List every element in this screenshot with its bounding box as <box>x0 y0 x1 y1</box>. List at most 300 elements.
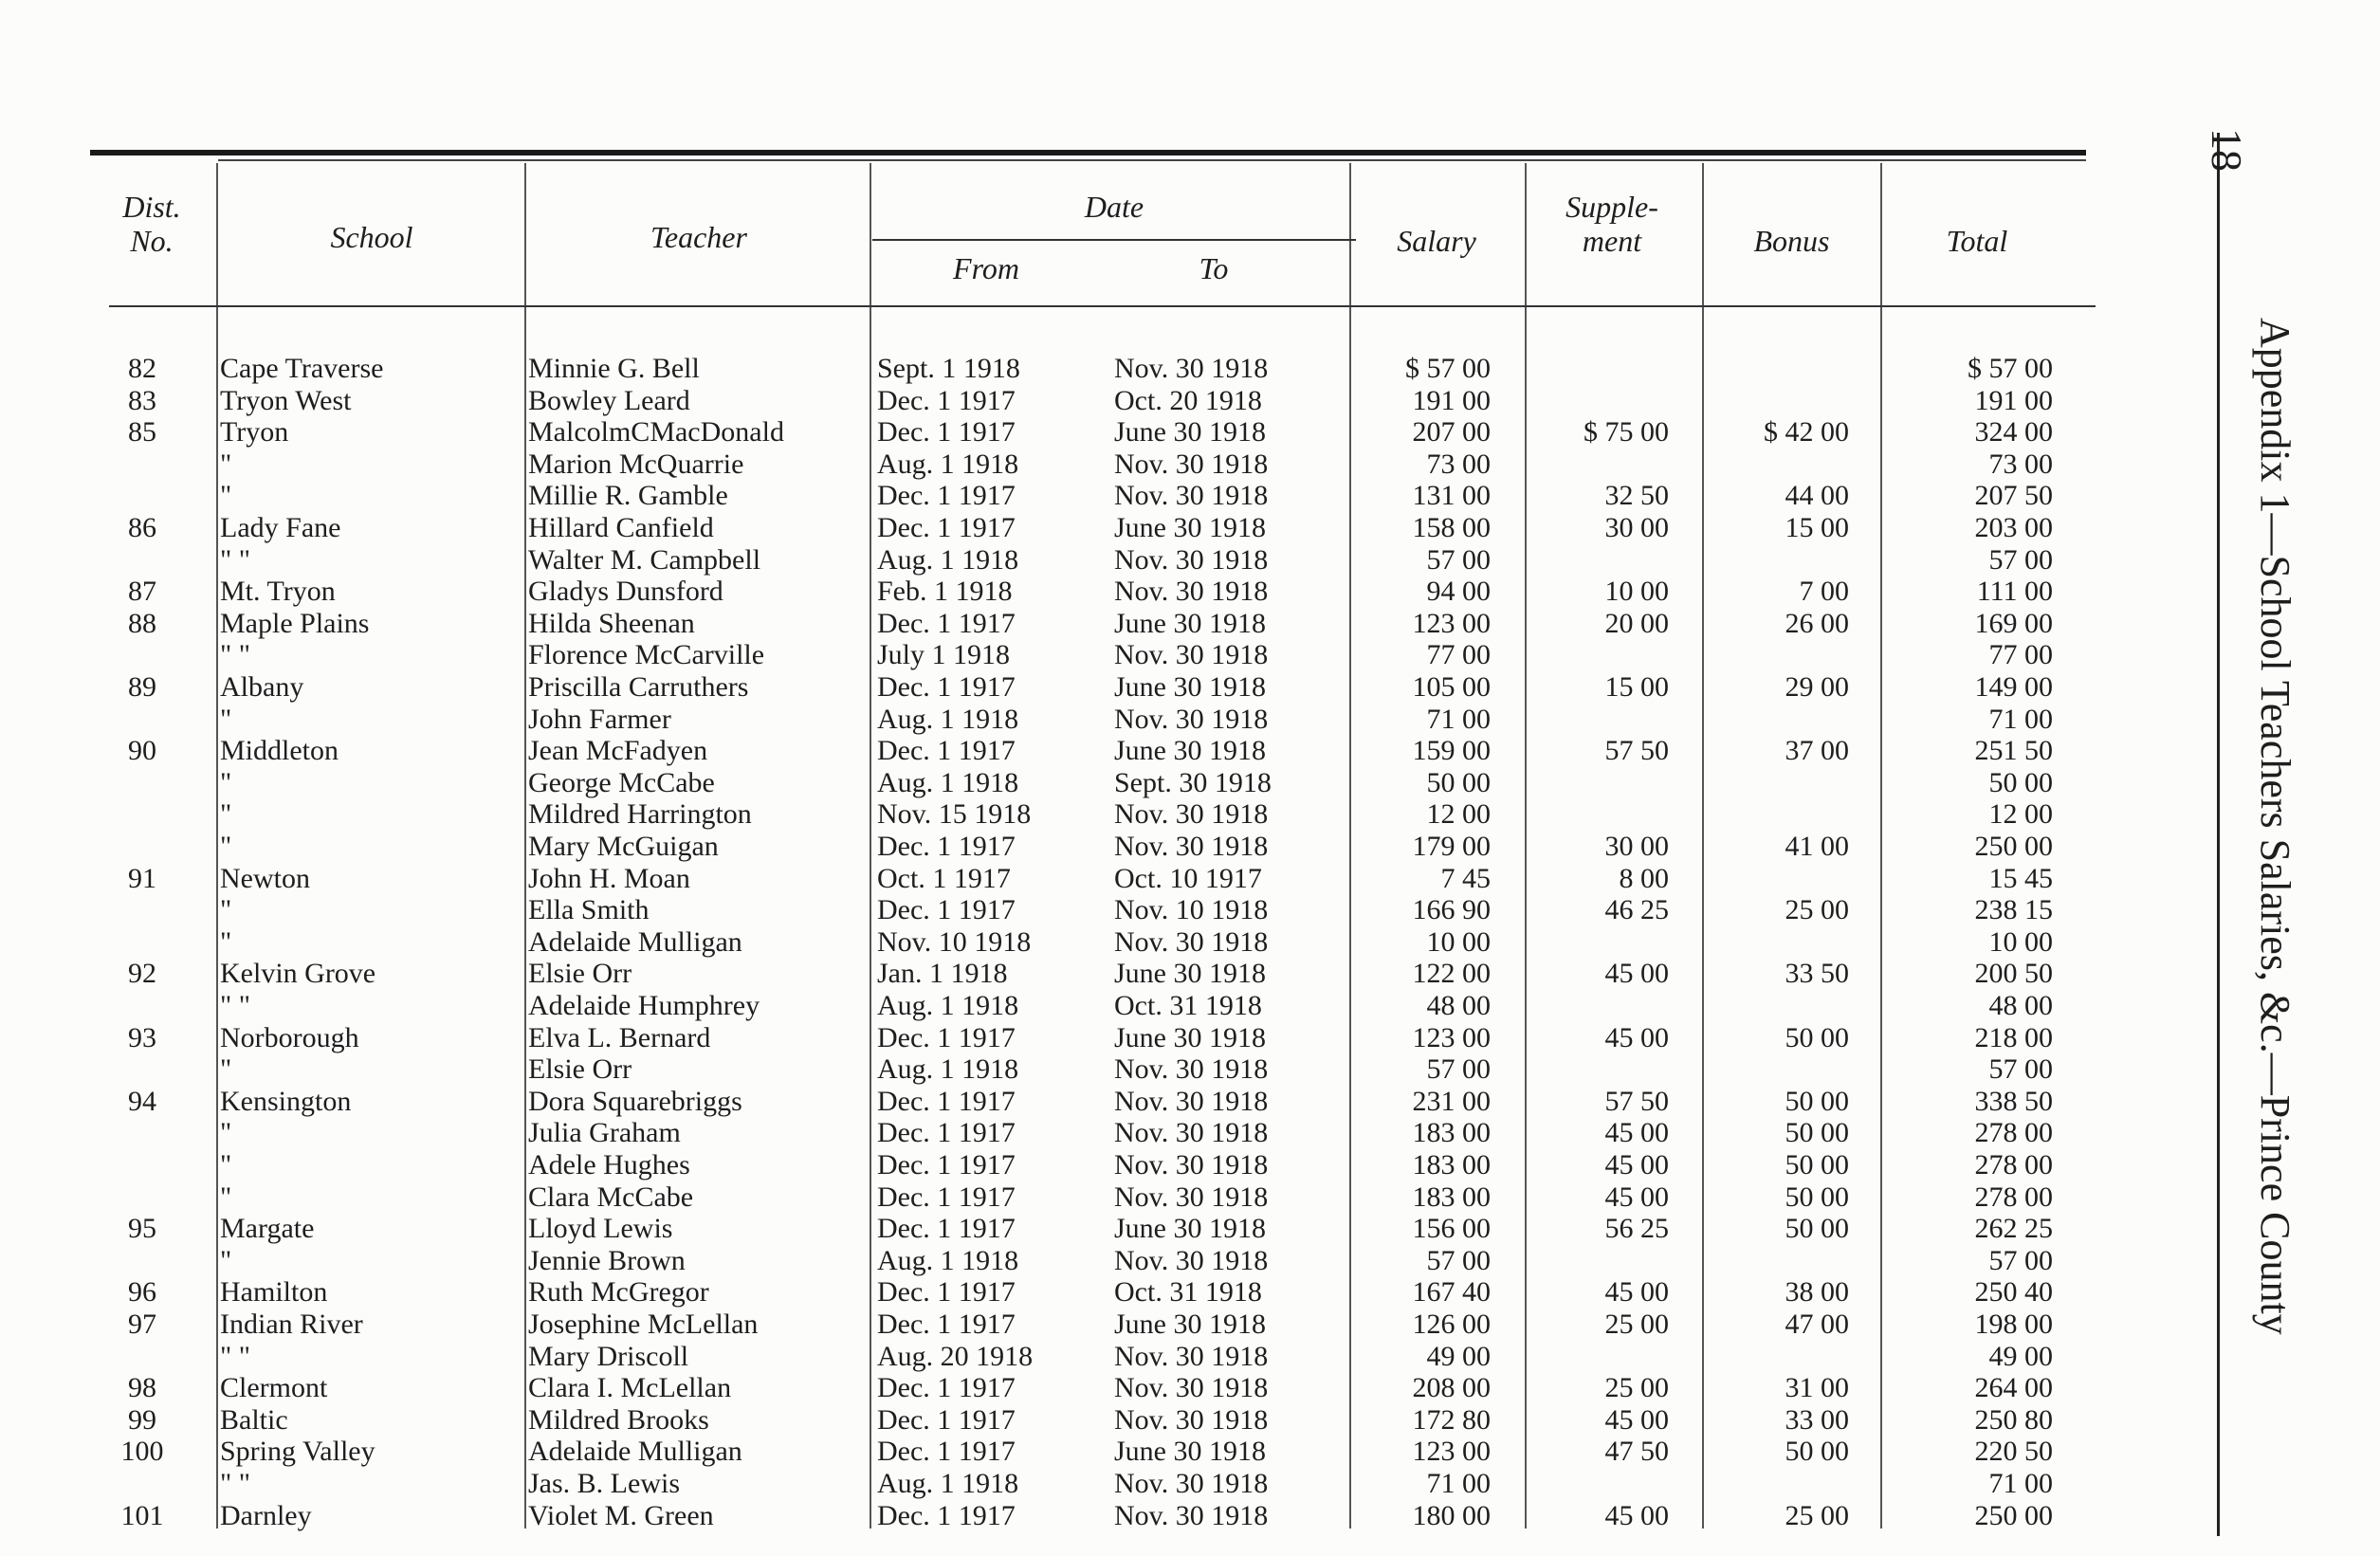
cell-teacher: Clara McCabe <box>528 1181 694 1213</box>
cell-total: 57 00 <box>1988 543 2053 576</box>
cell-supp: 20 00 <box>1604 607 1669 639</box>
cell-salary: 207 00 <box>1412 416 1491 448</box>
cell-supp: 15 00 <box>1604 671 1669 703</box>
cell-dist: 100 <box>120 1436 164 1468</box>
cell-total: 149 00 <box>1974 671 2053 703</box>
cell-from: July 1 1918 <box>877 639 1011 671</box>
cell-from: Dec. 1 1917 <box>877 1436 1016 1468</box>
cell-school: Newton <box>220 862 310 894</box>
cell-bonus: 25 00 <box>1785 1499 1849 1531</box>
cell-to: Nov. 30 1918 <box>1114 480 1269 512</box>
cell-salary: 49 00 <box>1426 1340 1491 1372</box>
cell-total: 250 40 <box>1974 1276 2053 1309</box>
cell-dist: 91 <box>128 862 156 894</box>
cell-teacher: Mildred Harrington <box>528 798 752 831</box>
cell-total: 12 00 <box>1988 798 2053 831</box>
cell-teacher: George McCabe <box>528 766 715 798</box>
cell-teacher: John H. Moan <box>528 862 690 894</box>
cell-supp: 45 00 <box>1604 1276 1669 1309</box>
cell-to: Nov. 30 1918 <box>1114 1181 1269 1213</box>
cell-salary: 57 00 <box>1426 543 1491 576</box>
cell-school: " <box>220 480 232 512</box>
cell-teacher: Millie R. Gamble <box>528 480 728 512</box>
cell-salary: 71 00 <box>1426 1468 1491 1499</box>
cell-bonus: 50 00 <box>1785 1436 1849 1468</box>
table-row <box>0 1086 2181 1117</box>
cell-to: Nov. 30 1918 <box>1114 1244 1269 1276</box>
cell-school: Darnley <box>220 1499 312 1531</box>
cell-school: " <box>220 1244 232 1276</box>
header-teacher: Teacher <box>650 220 747 254</box>
cell-school: Albany <box>220 671 304 703</box>
table-row <box>0 1500 2181 1531</box>
cell-to: Nov. 30 1918 <box>1114 831 1269 862</box>
cell-dist: 87 <box>128 576 156 608</box>
cell-total: 57 00 <box>1988 1244 2053 1276</box>
cell-total: 200 50 <box>1974 958 2053 990</box>
cell-total: 250 80 <box>1974 1403 2053 1436</box>
cell-from: Aug. 1 1918 <box>877 1053 1019 1086</box>
table-row <box>0 990 2181 1021</box>
cell-total: 111 00 <box>1976 576 2053 608</box>
cell-salary: 123 00 <box>1412 1021 1491 1053</box>
cell-from: Aug. 1 1918 <box>877 1468 1019 1499</box>
cell-to: Nov. 30 1918 <box>1114 1340 1269 1372</box>
cell-salary: 183 00 <box>1412 1117 1491 1149</box>
cell-dist: 96 <box>128 1276 156 1309</box>
cell-dist: 83 <box>128 384 156 416</box>
cell-teacher: Mildred Brooks <box>528 1403 709 1436</box>
cell-salary: 12 00 <box>1426 798 1491 831</box>
cell-total: 278 00 <box>1974 1117 2053 1149</box>
cell-to: Nov. 30 1918 <box>1114 703 1269 735</box>
cell-to: Oct. 31 1918 <box>1114 990 1262 1021</box>
cell-total: 220 50 <box>1974 1436 2053 1468</box>
cell-supp: 45 00 <box>1604 1181 1669 1213</box>
cell-total: 73 00 <box>1988 448 2053 480</box>
cell-bonus: 50 00 <box>1785 1021 1849 1053</box>
cell-teacher: Bowley Leard <box>528 384 690 416</box>
table-row <box>0 671 2181 703</box>
cell-teacher: Adele Hughes <box>528 1149 690 1181</box>
cell-from: Dec. 1 1917 <box>877 480 1016 512</box>
cell-school: Kensington <box>220 1085 352 1117</box>
cell-from: Dec. 1 1917 <box>877 1149 1016 1181</box>
cell-bonus: 26 00 <box>1785 607 1849 639</box>
cell-school: " <box>220 831 232 862</box>
cell-salary: 191 00 <box>1412 384 1491 416</box>
cell-total: 10 00 <box>1988 925 2053 958</box>
cell-from: Aug. 1 1918 <box>877 448 1019 480</box>
cell-supp: 45 00 <box>1604 1021 1669 1053</box>
cell-school: Tryon <box>220 416 289 448</box>
cell-school: " " <box>220 543 250 576</box>
cell-bonus: 50 00 <box>1785 1149 1849 1181</box>
cell-total: 77 00 <box>1988 639 2053 671</box>
cell-teacher: Gladys Dunsford <box>528 576 723 608</box>
cell-from: Aug. 1 1918 <box>877 1244 1019 1276</box>
cell-teacher: Marion McQuarrie <box>528 448 744 480</box>
cell-bonus: 7 00 <box>1799 576 1849 608</box>
cell-from: Aug. 1 1918 <box>877 703 1019 735</box>
cell-from: Dec. 1 1917 <box>877 1372 1016 1404</box>
cell-school: Mt. Tryon <box>220 576 336 608</box>
cell-to: Nov. 30 1918 <box>1114 576 1269 608</box>
cell-supp: 57 50 <box>1604 735 1669 767</box>
table-row <box>0 448 2181 480</box>
cell-from: Aug. 1 1918 <box>877 766 1019 798</box>
table-row <box>0 1436 2181 1467</box>
cell-dist: 93 <box>128 1021 156 1053</box>
cell-total: 50 00 <box>1988 766 2053 798</box>
cell-total: 207 50 <box>1974 480 2053 512</box>
cell-school: " " <box>220 990 250 1021</box>
cell-salary: 73 00 <box>1426 448 1491 480</box>
cell-supp: 45 00 <box>1604 1117 1669 1149</box>
cell-bonus: 50 00 <box>1785 1117 1849 1149</box>
cell-from: Dec. 1 1917 <box>877 1403 1016 1436</box>
cell-from: Dec. 1 1917 <box>877 831 1016 862</box>
cell-to: Nov. 30 1918 <box>1114 1372 1269 1404</box>
cell-teacher: Ruth McGregor <box>528 1276 709 1309</box>
table-row <box>0 608 2181 639</box>
cell-from: Dec. 1 1917 <box>877 1499 1016 1531</box>
header-bonus: Bonus <box>1753 224 1830 258</box>
cell-salary: 158 00 <box>1412 512 1491 543</box>
cell-from: Dec. 1 1917 <box>877 671 1016 703</box>
table-row <box>0 544 2181 576</box>
cell-total: 71 00 <box>1988 703 2053 735</box>
cell-from: Nov. 10 1918 <box>877 925 1032 958</box>
header-school: School <box>330 220 413 254</box>
cell-supp: 45 00 <box>1604 958 1669 990</box>
cell-from: Sept. 1 1918 <box>877 353 1020 384</box>
cell-dist: 85 <box>128 416 156 448</box>
table-row <box>0 831 2181 862</box>
cell-school: Baltic <box>220 1403 288 1436</box>
cell-bonus: 50 00 <box>1785 1181 1849 1213</box>
cell-total: 191 00 <box>1974 384 2053 416</box>
cell-to: Nov. 30 1918 <box>1114 1149 1269 1181</box>
cell-dist: 86 <box>128 512 156 543</box>
header-date: Date <box>1084 190 1144 224</box>
cell-school: Kelvin Grove <box>220 958 376 990</box>
cell-total: 198 00 <box>1974 1309 2053 1340</box>
cell-school: Margate <box>220 1213 315 1245</box>
table-row <box>0 798 2181 830</box>
cell-school: " " <box>220 1340 250 1372</box>
cell-to: Nov. 30 1918 <box>1114 448 1269 480</box>
cell-supp: 45 00 <box>1604 1149 1669 1181</box>
cell-total: 57 00 <box>1988 1053 2053 1086</box>
cell-school: " <box>220 1149 232 1181</box>
cell-teacher: Elsie Orr <box>528 958 632 990</box>
cell-salary: 126 00 <box>1412 1309 1491 1340</box>
table-row <box>0 704 2181 735</box>
cell-to: Nov. 30 1918 <box>1114 1085 1269 1117</box>
cell-teacher: Elsie Orr <box>528 1053 632 1086</box>
cell-supp: 25 00 <box>1604 1372 1669 1404</box>
cell-supp: 47 50 <box>1604 1436 1669 1468</box>
table-row <box>0 480 2181 511</box>
cell-salary: 231 00 <box>1412 1085 1491 1117</box>
cell-school: Spring Valley <box>220 1436 375 1468</box>
cell-to: June 30 1918 <box>1114 671 1266 703</box>
cell-to: Nov. 30 1918 <box>1114 1403 1269 1436</box>
cell-from: Oct. 1 1917 <box>877 862 1011 894</box>
cell-school: " <box>220 798 232 831</box>
cell-school: " <box>220 1053 232 1086</box>
cell-supp: 56 25 <box>1604 1213 1669 1245</box>
cell-bonus: 47 00 <box>1785 1309 1849 1340</box>
cell-supp: 57 50 <box>1604 1085 1669 1117</box>
table-row <box>0 863 2181 894</box>
running-title: Appendix 1—School Teachers Salaries, &c.—Prince County <box>2252 318 2298 1335</box>
cell-bonus: 15 00 <box>1785 512 1849 543</box>
cell-to: June 30 1918 <box>1114 416 1266 448</box>
cell-school: Cape Traverse <box>220 353 384 384</box>
cell-dist: 92 <box>128 958 156 990</box>
top-rule <box>90 150 2086 156</box>
cell-to: June 30 1918 <box>1114 1436 1266 1468</box>
cell-dist: 90 <box>128 735 156 767</box>
cell-teacher: Dora Squarebriggs <box>528 1085 742 1117</box>
cell-to: Nov. 30 1918 <box>1114 1468 1269 1499</box>
cell-school: " " <box>220 639 250 671</box>
cell-bonus: 50 00 <box>1785 1085 1849 1117</box>
cell-salary: 172 80 <box>1412 1403 1491 1436</box>
cell-bonus: 33 50 <box>1785 958 1849 990</box>
table-row <box>0 385 2181 416</box>
cell-teacher: Priscilla Carruthers <box>528 671 749 703</box>
cell-salary: $ 57 00 <box>1405 353 1491 384</box>
cell-salary: 57 00 <box>1426 1053 1491 1086</box>
table-row <box>0 767 2181 798</box>
cell-teacher: Hillard Canfield <box>528 512 714 543</box>
cell-salary: 71 00 <box>1426 703 1491 735</box>
cell-school: Maple Plains <box>220 607 370 639</box>
cell-from: Dec. 1 1917 <box>877 607 1016 639</box>
cell-total: 250 00 <box>1974 831 2053 862</box>
cell-teacher: Clara I. McLellan <box>528 1372 732 1404</box>
header-dist: Dist. No. <box>122 190 181 258</box>
cell-teacher: John Farmer <box>528 703 671 735</box>
table-row <box>0 353 2181 384</box>
cell-dist: 89 <box>128 671 156 703</box>
cell-to: Sept. 30 1918 <box>1114 766 1272 798</box>
cell-school: " <box>220 1181 232 1213</box>
cell-from: Dec. 1 1917 <box>877 1117 1016 1149</box>
cell-salary: 166 90 <box>1412 894 1491 926</box>
date-rule <box>872 239 1356 241</box>
cell-dist: 88 <box>128 607 156 639</box>
cell-teacher: Josephine McLellan <box>528 1309 759 1340</box>
cell-supp: 45 00 <box>1604 1499 1669 1531</box>
cell-to: Oct. 31 1918 <box>1114 1276 1262 1309</box>
cell-to: June 30 1918 <box>1114 1309 1266 1340</box>
table-row <box>0 958 2181 989</box>
cell-dist: 95 <box>128 1213 156 1245</box>
cell-teacher: Lloyd Lewis <box>528 1213 673 1245</box>
header-to: To <box>1199 251 1229 285</box>
cell-salary: 122 00 <box>1412 958 1491 990</box>
cell-to: Nov. 30 1918 <box>1114 925 1269 958</box>
cell-teacher: Jean McFadyen <box>528 735 708 767</box>
table-row <box>0 894 2181 925</box>
table-row <box>0 1149 2181 1181</box>
cell-salary: 123 00 <box>1412 1436 1491 1468</box>
cell-to: Nov. 10 1918 <box>1114 894 1269 926</box>
cell-teacher: Elva L. Bernard <box>528 1021 711 1053</box>
table-row <box>0 1181 2181 1213</box>
cell-school: Lady Fane <box>220 512 341 543</box>
cell-salary: 183 00 <box>1412 1181 1491 1213</box>
table-row <box>0 576 2181 607</box>
cell-school: " <box>220 1117 232 1149</box>
cell-supp: 30 00 <box>1604 831 1669 862</box>
cell-salary: 167 40 <box>1412 1276 1491 1309</box>
cell-school: Norborough <box>220 1021 359 1053</box>
cell-total: 338 50 <box>1974 1085 2053 1117</box>
cell-teacher: Adelaide Mulligan <box>528 925 742 958</box>
cell-school: " <box>220 894 232 926</box>
cell-bonus: 38 00 <box>1785 1276 1849 1309</box>
cell-supp: 46 25 <box>1604 894 1669 926</box>
cell-from: Dec. 1 1917 <box>877 512 1016 543</box>
cell-teacher: Adelaide Humphrey <box>528 990 760 1021</box>
table-row <box>0 1309 2181 1340</box>
cell-school: " <box>220 925 232 958</box>
cell-to: June 30 1918 <box>1114 512 1266 543</box>
cell-teacher: Mary McGuigan <box>528 831 719 862</box>
table-row <box>0 512 2181 543</box>
cell-total: 262 25 <box>1974 1213 2053 1245</box>
cell-total: 278 00 <box>1974 1181 2053 1213</box>
cell-school: Hamilton <box>220 1276 328 1309</box>
cell-supp: $ 75 00 <box>1584 416 1669 448</box>
cell-to: June 30 1918 <box>1114 1021 1266 1053</box>
cell-total: 238 15 <box>1974 894 2053 926</box>
cell-from: Dec. 1 1917 <box>877 894 1016 926</box>
cell-bonus: 33 00 <box>1785 1403 1849 1436</box>
cell-teacher: Ella Smith <box>528 894 650 926</box>
cell-from: Nov. 15 1918 <box>877 798 1032 831</box>
cell-total: 15 45 <box>1988 862 2053 894</box>
cell-to: Oct. 10 1917 <box>1114 862 1262 894</box>
cell-total: 264 00 <box>1974 1372 2053 1404</box>
cell-from: Dec. 1 1917 <box>877 1021 1016 1053</box>
cell-teacher: Julia Graham <box>528 1117 681 1149</box>
cell-total: 169 00 <box>1974 607 2053 639</box>
header-salary: Salary <box>1397 224 1476 258</box>
cell-supp: 25 00 <box>1604 1309 1669 1340</box>
cell-bonus: 41 00 <box>1785 831 1849 862</box>
cell-to: Nov. 30 1918 <box>1114 639 1269 671</box>
cell-teacher: Florence McCarville <box>528 639 765 671</box>
table-row <box>0 1117 2181 1148</box>
cell-school: " <box>220 766 232 798</box>
cell-school: " " <box>220 1468 250 1499</box>
cell-bonus: 37 00 <box>1785 735 1849 767</box>
cell-school: Tryon West <box>220 384 352 416</box>
cell-supp: 8 00 <box>1619 862 1669 894</box>
cell-to: Oct. 20 1918 <box>1114 384 1262 416</box>
cell-to: Nov. 30 1918 <box>1114 353 1269 384</box>
cell-total: 218 00 <box>1974 1021 2053 1053</box>
cell-from: Aug. 1 1918 <box>877 543 1019 576</box>
cell-from: Dec. 1 1917 <box>877 1181 1016 1213</box>
cell-from: Feb. 1 1918 <box>877 576 1013 608</box>
header-supplement: Supple- ment <box>1565 190 1658 258</box>
cell-salary: 10 00 <box>1426 925 1491 958</box>
cell-salary: 105 00 <box>1412 671 1491 703</box>
cell-total: 49 00 <box>1988 1340 2053 1372</box>
cell-school: Indian River <box>220 1309 363 1340</box>
cell-bonus: $ 42 00 <box>1764 416 1849 448</box>
cell-total: $ 57 00 <box>1968 353 2053 384</box>
cell-teacher: MalcolmCMacDonald <box>528 416 784 448</box>
header-rule <box>109 305 2096 307</box>
cell-school: Clermont <box>220 1372 328 1404</box>
cell-teacher: Adelaide Mulligan <box>528 1436 742 1468</box>
cell-salary: 180 00 <box>1412 1499 1491 1531</box>
cell-teacher: Hilda Sheenan <box>528 607 695 639</box>
cell-salary: 57 00 <box>1426 1244 1491 1276</box>
cell-bonus: 29 00 <box>1785 671 1849 703</box>
side-rule <box>2217 133 2220 1536</box>
table-row <box>0 1372 2181 1403</box>
cell-total: 278 00 <box>1974 1149 2053 1181</box>
table-row <box>0 1245 2181 1276</box>
cell-bonus: 50 00 <box>1785 1213 1849 1245</box>
cell-salary: 208 00 <box>1412 1372 1491 1404</box>
cell-bonus: 31 00 <box>1785 1372 1849 1404</box>
table-row <box>0 1022 2181 1053</box>
cell-from: Dec. 1 1917 <box>877 1085 1016 1117</box>
cell-salary: 48 00 <box>1426 990 1491 1021</box>
cell-salary: 183 00 <box>1412 1149 1491 1181</box>
cell-supp: 10 00 <box>1604 576 1669 608</box>
header-from: From <box>953 251 1019 285</box>
cell-dist: 94 <box>128 1085 156 1117</box>
cell-to: Nov. 30 1918 <box>1114 798 1269 831</box>
cell-teacher: Jas. B. Lewis <box>528 1468 680 1499</box>
table-row <box>0 1341 2181 1372</box>
cell-from: Dec. 1 1917 <box>877 1276 1016 1309</box>
cell-to: Nov. 30 1918 <box>1114 1117 1269 1149</box>
cell-supp: 30 00 <box>1604 512 1669 543</box>
table-row <box>0 926 2181 958</box>
cell-from: Dec. 1 1917 <box>877 1309 1016 1340</box>
table-row <box>0 735 2181 766</box>
cell-total: 203 00 <box>1974 512 2053 543</box>
cell-salary: 156 00 <box>1412 1213 1491 1245</box>
cell-salary: 94 00 <box>1426 576 1491 608</box>
table-row <box>0 1468 2181 1499</box>
cell-bonus: 25 00 <box>1785 894 1849 926</box>
cell-dist: 98 <box>128 1372 156 1404</box>
cell-teacher: Mary Driscoll <box>528 1340 689 1372</box>
page-number: 18 <box>2203 128 2251 172</box>
cell-to: June 30 1918 <box>1114 607 1266 639</box>
table-row <box>0 639 2181 670</box>
cell-from: Aug. 20 1918 <box>877 1340 1034 1372</box>
cell-school: Middleton <box>220 735 339 767</box>
cell-from: Jan. 1 1918 <box>877 958 1008 990</box>
cell-total: 48 00 <box>1988 990 2053 1021</box>
cell-to: June 30 1918 <box>1114 958 1266 990</box>
cell-from: Dec. 1 1917 <box>877 735 1016 767</box>
